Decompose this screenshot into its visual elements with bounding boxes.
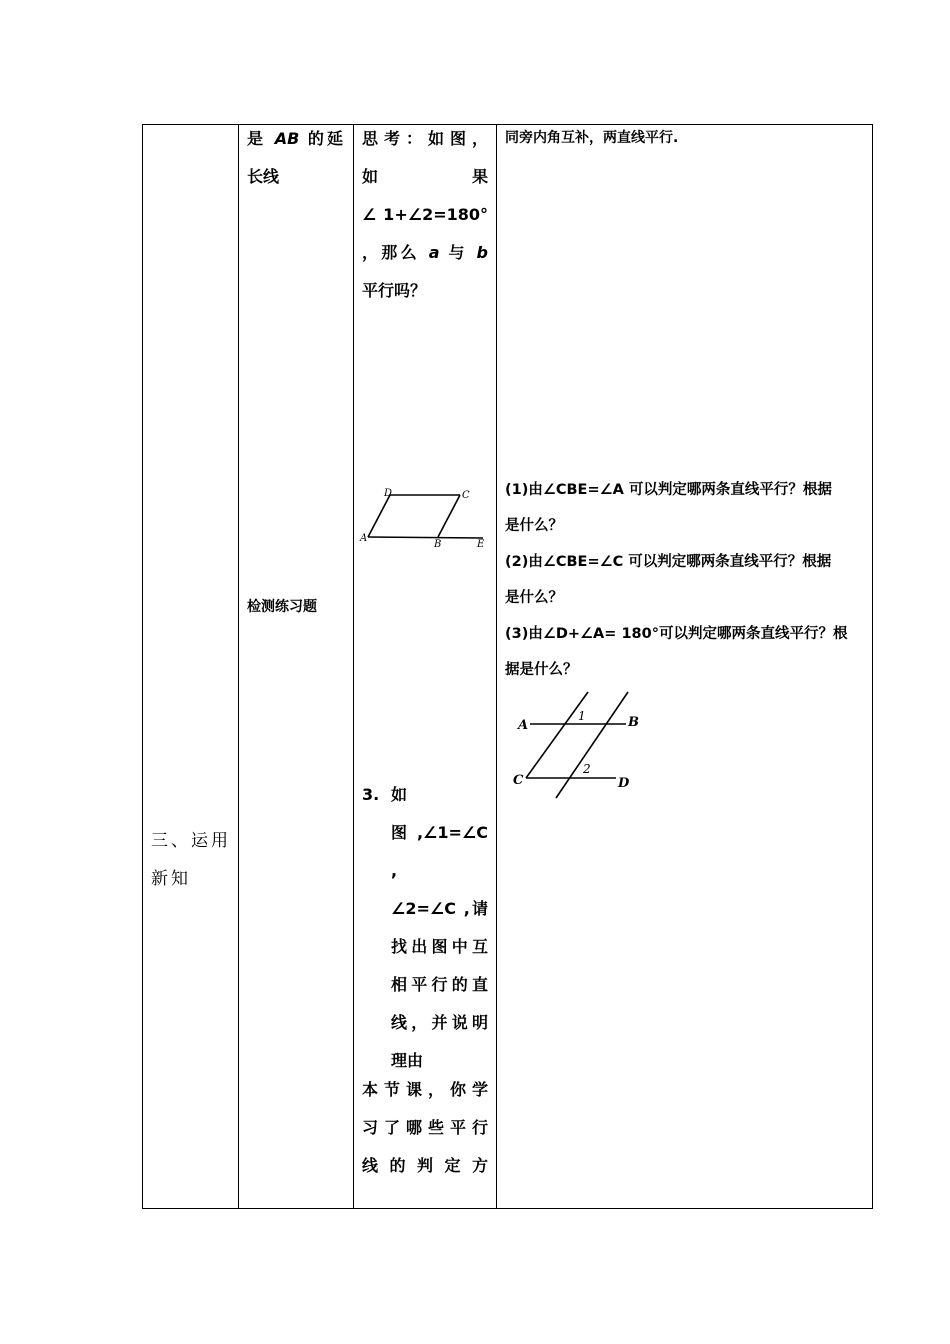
summary-line: 本节课，你学 — [362, 1080, 488, 1099]
question-number: 3. — [362, 785, 380, 804]
question-line: 图,∠1=∠C , — [391, 823, 488, 880]
point-label-e: E — [477, 539, 485, 550]
point-label-c: C — [462, 490, 470, 501]
angle-label-1: 1 — [578, 709, 586, 723]
column-divider — [353, 125, 354, 1208]
point-label-a: A — [518, 718, 529, 733]
sub-question-line: 是什么？ — [505, 518, 563, 534]
point-label-d: D — [384, 488, 393, 499]
question-line: 线，并说明 — [391, 1013, 488, 1032]
question-line: 相平行的直 — [391, 975, 488, 994]
point-label-b: B — [434, 539, 442, 550]
question-line: ∠2=∠C ,请 — [391, 899, 488, 918]
point-label-a: A — [360, 533, 368, 544]
question-text: 果 — [471, 167, 488, 186]
line-ad — [368, 495, 390, 537]
ab-extension-note — [247, 120, 343, 196]
column-divider — [238, 125, 239, 1208]
question-line: 平行吗？ — [362, 281, 427, 300]
answer-text: 同旁内角互补，两直线平行. — [505, 130, 679, 146]
sub-question-line: (1)由∠CBE=∠A 可以判定哪两条直线平行？根据 — [505, 482, 832, 498]
summary-question — [362, 1071, 488, 1185]
point-label-d: D — [618, 776, 630, 791]
question-line: 找出图中互 — [391, 937, 488, 956]
question-text: 如 — [362, 167, 379, 186]
section-title-line: 新知 — [151, 869, 191, 889]
note-text: 长线 — [247, 167, 280, 186]
section-title — [151, 822, 231, 898]
question-line: 理由 — [391, 1051, 424, 1070]
question-line: 如 — [391, 785, 408, 804]
line-variable: a — [428, 243, 440, 262]
line-cb — [438, 495, 460, 537]
note-text: 的延 — [307, 129, 343, 148]
note-segment-label: AB — [274, 129, 300, 148]
question-text: ，那么 — [362, 243, 420, 262]
think-question — [362, 120, 488, 310]
note-text: 是 — [247, 129, 267, 148]
question-line: 思考：如图， — [362, 129, 488, 148]
column-divider — [496, 125, 497, 1208]
sub-question-line: (2)由∠CBE=∠C 可以判定哪两条直线平行？根据 — [505, 554, 832, 570]
point-label-b: B — [628, 715, 639, 730]
sub-question-line: 是什么？ — [505, 590, 563, 606]
sub-question-line: 据是什么？ — [505, 662, 578, 678]
summary-line: 习了哪些平行 — [362, 1118, 488, 1137]
parallelogram-figure — [358, 484, 488, 550]
line-ae — [368, 537, 483, 538]
transversal-figure — [508, 686, 658, 802]
point-label-c: C — [513, 773, 524, 788]
sub-question-line: (3)由∠D+∠A= 180°可以判定哪两条直线平行？根 — [505, 626, 848, 642]
line-variable: b — [476, 243, 488, 262]
section-title-line: 三、运用 — [151, 831, 231, 851]
question-3 — [362, 776, 488, 1080]
exercise-label: 检测练习题 — [247, 599, 317, 615]
summary-line: 线的判定方 — [362, 1156, 488, 1175]
sub-questions — [505, 472, 865, 688]
angle-label-2: 2 — [583, 762, 591, 776]
angle-equation: ∠ 1+∠2=180° — [362, 205, 488, 224]
question-text: 与 — [448, 243, 468, 262]
